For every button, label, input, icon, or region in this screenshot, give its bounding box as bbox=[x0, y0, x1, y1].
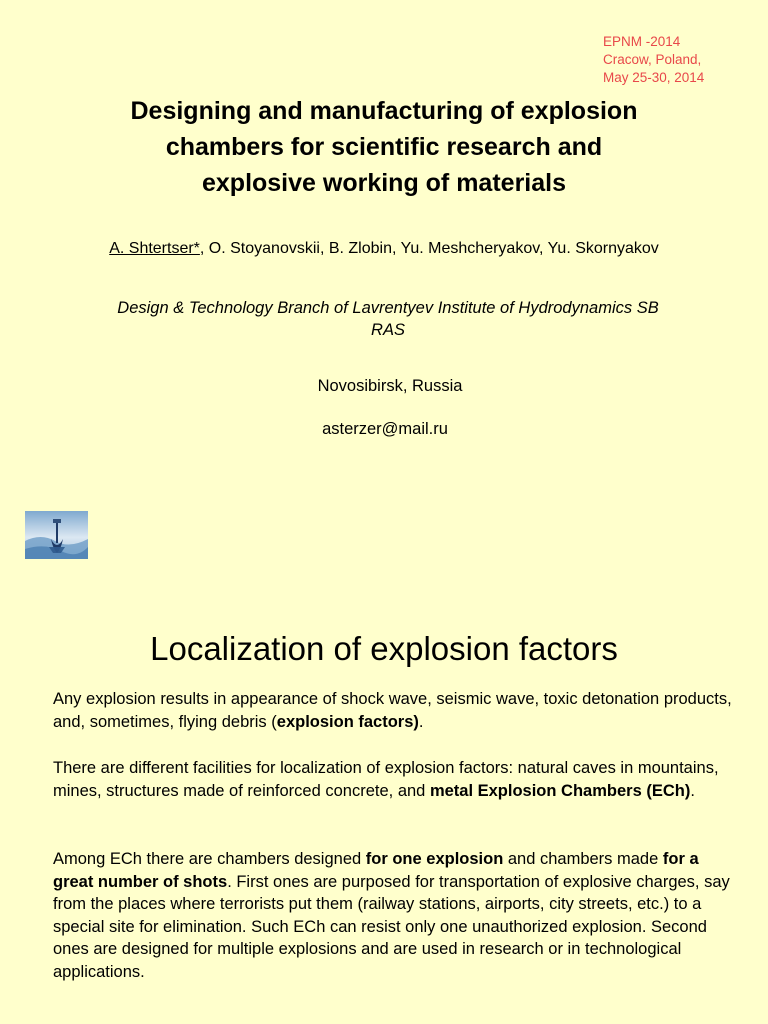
institute-logo-icon bbox=[25, 511, 88, 559]
author-list bbox=[20, 238, 748, 260]
affiliation-line-2: RAS bbox=[371, 321, 405, 339]
paragraph-2-bold: metal Explosion Chambers (ECh) bbox=[429, 781, 691, 800]
paper-title bbox=[40, 93, 728, 201]
paragraph-3-text-1: Among ECh there are chambers designed bbox=[53, 850, 366, 868]
paragraph-3-bold-2: for a great number of shots bbox=[53, 850, 699, 891]
title-line-1: Designing and manufacturing of explosion bbox=[130, 97, 638, 125]
paragraph-3-bold-1: for one explosion bbox=[365, 850, 504, 868]
first-author: A. Shtertser* bbox=[109, 240, 200, 257]
title-line-2: chambers for scientific research and bbox=[165, 133, 603, 161]
conference-name: EPNM -2014 bbox=[603, 34, 681, 49]
paragraph-facilities bbox=[53, 757, 733, 802]
section-heading: Localization of explosion factors bbox=[150, 630, 618, 667]
affiliation bbox=[60, 297, 716, 341]
title-line-3: explosive working of materials bbox=[201, 169, 566, 197]
paragraph-1-bold: explosion factors) bbox=[276, 712, 419, 731]
other-authors: , O. Stoyanovskii, B. Zlobin, Yu. Meshcheryakov, Yu. Skornyakov bbox=[199, 240, 659, 257]
contact-email: asterzer@mail.ru bbox=[322, 420, 448, 438]
location: Novosibirsk, Russia bbox=[317, 377, 463, 395]
paragraph-2-text: There are different facilities for localization of explosion factors: natural caves in mountains, mines, structures made of reinforced concrete, and bbox=[53, 759, 719, 800]
paragraph-1-end: . bbox=[418, 712, 424, 731]
paragraph-1-text: Any explosion results in appearance of shock wave, seismic wave, toxic detonation products, and, sometimes, flying debris ( bbox=[53, 690, 732, 731]
paragraph-explosion-factors bbox=[53, 688, 733, 733]
conference-info bbox=[603, 33, 704, 87]
affiliation-line-1: Design & Technology Branch of Lavrentyev Institute of Hydrodynamics SB bbox=[117, 299, 659, 317]
conference-place: Cracow, Poland, bbox=[603, 52, 702, 67]
conference-dates: May 25-30, 2014 bbox=[603, 70, 705, 85]
paragraph-3-text-3: . First ones are purposed for transportation of explosive charges, say from the places where terrorists put them (railway stations, airports, city streets, etc.) to a special site for elimination. Such ECh can resist only one unauthorized explosion. Second ones are designed for multiple explosions and are used in research or in technological applications. bbox=[53, 872, 730, 981]
paragraph-chamber-types bbox=[53, 848, 733, 983]
paragraph-3-text-2: and chambers made bbox=[503, 850, 663, 868]
paragraph-2-end: . bbox=[690, 781, 695, 800]
